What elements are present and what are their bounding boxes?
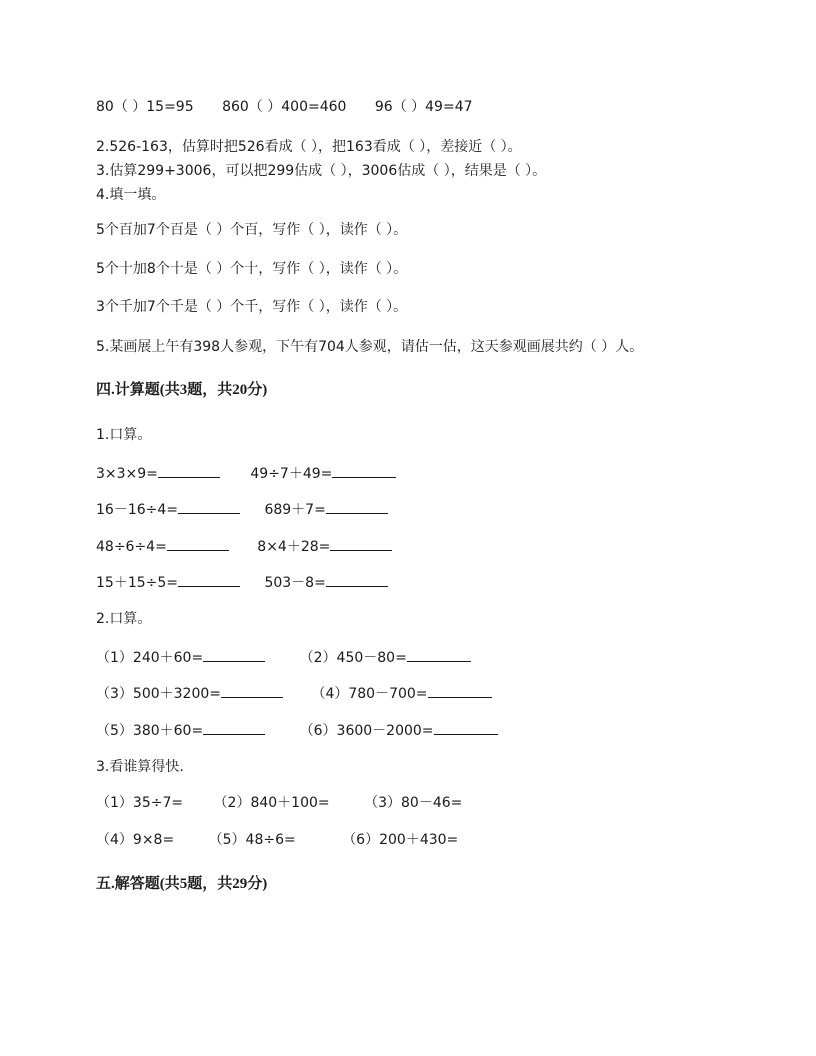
calc-q2-row: [96, 720, 498, 740]
expression: （5）48÷6=: [208, 832, 296, 848]
calc-q1-row: [96, 572, 388, 592]
calc-q1-title: 1.口算。: [96, 427, 152, 443]
question-4-line: 5个百加7个百是（ ）个百，写作（ ），读作（ ）。: [96, 222, 408, 238]
calc-q1-row: [96, 499, 388, 519]
expression: （6）200＋430=: [342, 832, 459, 848]
answer-blank[interactable]: [158, 463, 220, 478]
calc-q3-row: [96, 794, 462, 812]
expression: （5）380＋60=: [96, 723, 204, 739]
calc-q2-row: [96, 683, 492, 703]
answer-blank[interactable]: [203, 720, 265, 735]
answer-blank[interactable]: [178, 499, 240, 514]
expression: （3）500＋3200=: [96, 686, 221, 702]
answer-blank[interactable]: [178, 572, 240, 587]
answer-blank[interactable]: [221, 683, 283, 698]
answer-blank[interactable]: [434, 720, 498, 735]
question-5-text: 5.某画展上午有398人参观，下午有704人参观，请估一估，这天参观画展共约（ ）人。: [96, 339, 644, 355]
fill-row-1: [96, 98, 473, 116]
answer-blank[interactable]: [428, 683, 492, 698]
answer-blank[interactable]: [407, 647, 471, 662]
section-5-heading: 五.解答题(共5题，共29分): [96, 876, 268, 892]
answer-blank[interactable]: [326, 499, 388, 514]
expression: （1）240＋60=: [96, 650, 204, 666]
answer-blank[interactable]: [167, 536, 229, 551]
expression: （1）35÷7=: [96, 795, 184, 811]
question-2-text: 2.526-163，估算时把526看成（ ），把163看成（ ），差接近（ ）。: [96, 139, 522, 155]
expression: 689＋7=: [264, 502, 326, 518]
calc-q1-row: [96, 463, 396, 483]
answer-blank[interactable]: [330, 536, 392, 551]
expression: 48÷6÷4=: [96, 539, 167, 555]
question-4-line: 3个千加7个千是（ ）个千，写作（ ），读作（ ）。: [96, 299, 408, 315]
answer-blank[interactable]: [326, 572, 388, 587]
fill-item: 96（ ）49=47: [374, 99, 473, 115]
expression: 15＋15÷5=: [96, 575, 178, 591]
expression: 8×4＋28=: [257, 539, 331, 555]
fill-item: 80（ ）15=95: [96, 99, 194, 115]
answer-blank[interactable]: [203, 647, 265, 662]
section-4-heading: 四.计算题(共3题，共20分): [96, 382, 268, 398]
expression: （3）80－46=: [364, 795, 463, 811]
expression: （4）780－700=: [311, 686, 428, 702]
expression: 16－16÷4=: [96, 502, 178, 518]
expression: （6）3600－2000=: [299, 723, 434, 739]
expression: （2）450－80=: [299, 650, 407, 666]
question-4-line: 5个十加8个十是（ ）个十，写作（ ），读作（ ）。: [96, 261, 408, 277]
expression: 3×3×9=: [96, 466, 158, 482]
fill-item: 860（ ）400=460: [222, 99, 347, 115]
expression: 49÷7＋49=: [250, 466, 333, 482]
question-4-title: 4.填一填。: [96, 187, 166, 203]
calc-q1-row: [96, 536, 392, 556]
calc-q2-row: [96, 647, 471, 667]
expression: （4）9×8=: [96, 832, 175, 848]
calc-q2-title: 2.口算。: [96, 611, 152, 627]
expression: （2）840＋100=: [213, 795, 330, 811]
calc-q3-title: 3.看谁算得快.: [96, 759, 184, 775]
question-3-text: 3.估算299+3006，可以把299估成（ ），3006估成（ ），结果是（ ）。: [96, 163, 547, 179]
expression: 503－8=: [264, 575, 326, 591]
answer-blank[interactable]: [332, 463, 396, 478]
calc-q3-row: [96, 831, 458, 849]
